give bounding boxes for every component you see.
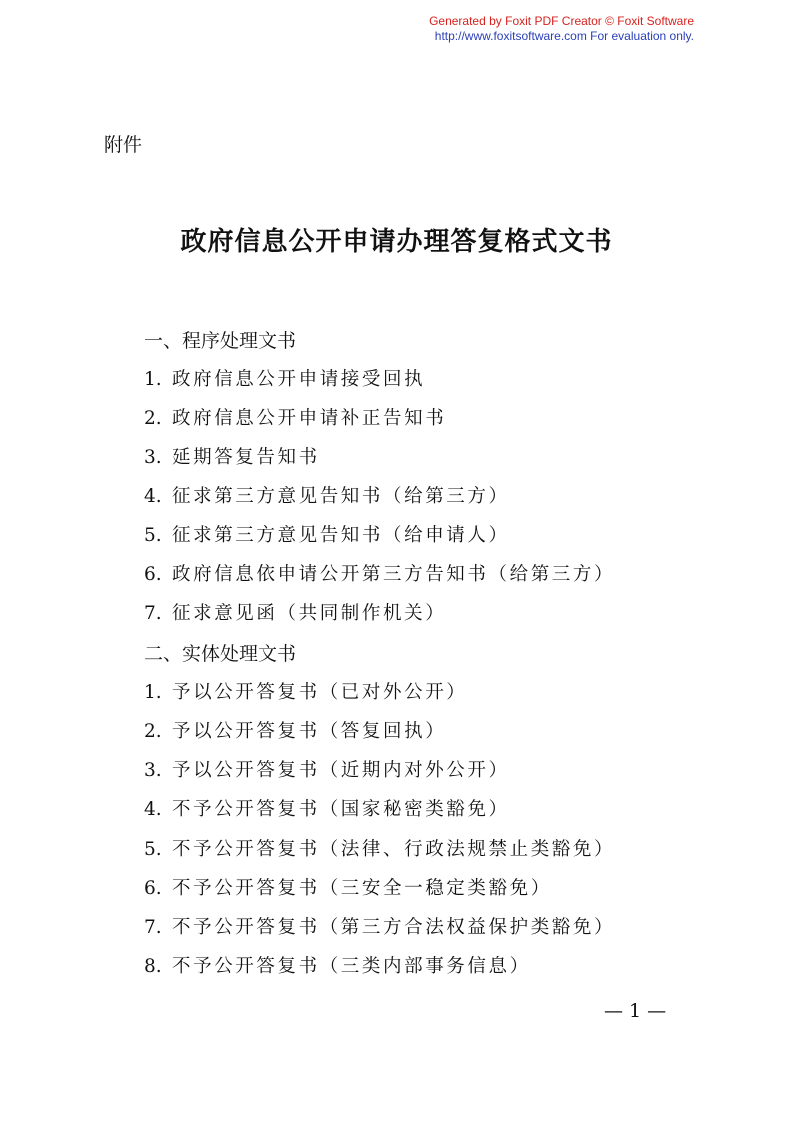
item-number: 5. (144, 839, 162, 860)
list-item (144, 446, 320, 470)
item-number: 4. (144, 799, 162, 820)
item-text: 予以公开答复书（近期内对外公开） (172, 760, 510, 781)
item-number: 7. (144, 603, 162, 624)
item-number: 3. (144, 447, 162, 468)
list-item (144, 602, 446, 626)
list-item (144, 407, 446, 431)
list-item (144, 368, 425, 392)
list-item (144, 524, 510, 548)
item-text: 予以公开答复书（已对外公开） (172, 682, 468, 703)
page-title: 政府信息公开申请办理答复格式文书 (180, 227, 613, 257)
item-number: 2. (144, 408, 162, 429)
foxit-watermark (429, 14, 694, 44)
attachment-label: 附件 (104, 134, 143, 156)
item-number: 5. (144, 525, 162, 546)
section-heading-substantive: 二、实体处理文书 (144, 643, 297, 665)
item-number: 1. (144, 682, 162, 703)
item-text: 予以公开答复书（答复回执） (172, 721, 447, 742)
item-number: 6. (144, 878, 162, 899)
item-text: 延期答复告知书 (172, 447, 320, 468)
list-item (144, 563, 615, 587)
item-number: 6. (144, 564, 162, 585)
item-text: 政府信息公开申请补正告知书 (172, 408, 447, 429)
list-item (144, 681, 467, 705)
item-text: 不予公开答复书（三安全一稳定类豁免） (172, 878, 552, 899)
item-text: 政府信息依申请公开第三方告知书（给第三方） (172, 564, 616, 585)
item-text: 政府信息公开申请接受回执 (172, 369, 426, 390)
list-item (144, 955, 531, 979)
list-item (144, 877, 552, 901)
item-number: 8. (144, 956, 162, 977)
item-number: 3. (144, 760, 162, 781)
item-text: 征求意见函（共同制作机关） (172, 603, 447, 624)
item-number: 2. (144, 721, 162, 742)
section-heading-procedural: 一、程序处理文书 (144, 330, 297, 352)
item-number: 7. (144, 917, 162, 938)
watermark-line-1: Generated by Foxit PDF Creator © Foxit Software (429, 14, 694, 28)
list-item (144, 838, 615, 862)
item-text: 不予公开答复书（国家秘密类豁免） (172, 799, 510, 820)
item-text: 不予公开答复书（第三方合法权益保护类豁免） (172, 917, 616, 938)
item-text: 不予公开答复书（三类内部事务信息） (172, 956, 531, 977)
list-item (144, 759, 510, 783)
list-item (144, 720, 446, 744)
item-text: 不予公开答复书（法律、行政法规禁止类豁免） (172, 839, 616, 860)
item-text: 征求第三方意见告知书（给第三方） (172, 486, 510, 507)
list-item (144, 916, 615, 940)
page-number: — 1 — (604, 1000, 667, 1022)
item-number: 1. (144, 369, 162, 390)
list-item (144, 485, 510, 509)
item-text: 征求第三方意见告知书（给申请人） (172, 525, 510, 546)
item-number: 4. (144, 486, 162, 507)
list-item (144, 798, 510, 822)
watermark-line-2: http://www.foxitsoftware.com For evaluation only. (434, 29, 694, 43)
